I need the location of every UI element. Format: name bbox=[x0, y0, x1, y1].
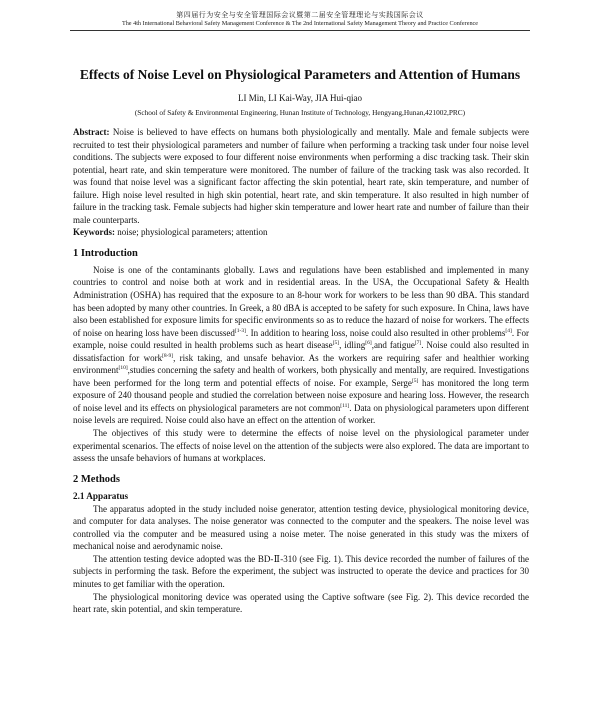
citation: [4] bbox=[505, 327, 512, 334]
paper-title: Effects of Noise Level on Physiological Parameters and Attention of Humans bbox=[79, 67, 521, 82]
citation: [11] bbox=[340, 402, 350, 409]
citation: [10] bbox=[118, 365, 128, 372]
section-heading-introduction: 1 Introduction bbox=[73, 247, 138, 259]
paper-authors: LI Min, LI Kai-Way, JIA Hui-qiao bbox=[238, 93, 362, 103]
paper-body bbox=[73, 126, 529, 616]
citation: [8-9] bbox=[162, 352, 174, 359]
intro-text: ,and fatigue bbox=[371, 340, 415, 351]
methods-paragraph-1: The apparatus adopted in the study included noise generator, attention testing device, physiological monitoring device, and computer for data analyses. The noise generator was connected to the computer and the speakers. The noise level was controlled via the computer and be measured using a noise meter. The noise generated in this study was the mixers of mechanical noise and aerodynamic noise. bbox=[73, 503, 529, 552]
intro-paragraph-1 bbox=[73, 264, 529, 427]
conference-header-chinese: 第四届行为安全与安全管理国际会议暨第二届安全管理理论与实践国际会议 bbox=[176, 11, 424, 19]
intro-text: . Data on physiological parameters upon different noise levels are required. Noise could also have an effect on the attention of worker. bbox=[73, 402, 529, 426]
intro-text: ,studies concerning the safety and health of workers, both physically and mentally, are required. Investigations have been performed for the long term and potential effects of noise. For example, Serge bbox=[73, 365, 529, 388]
citation: [5] bbox=[332, 340, 340, 347]
keywords bbox=[73, 226, 529, 239]
intro-text: has monitored the long term exposure of 240 thousand people and studied the correlation between noise exposure and hearing loss. However, the research of noise level and its effects on physiological parameters are not common bbox=[73, 377, 530, 413]
keywords-label: Keywords: bbox=[73, 227, 115, 238]
citation: [6] bbox=[365, 340, 372, 347]
intro-text: . For example, noise could resulted in health problems such as heart disease bbox=[73, 327, 529, 351]
intro-text: Noise is one of the contaminants globally. Laws and regulations have been established and implemented in many countries to control and noise both at work and in residential areas. In the USA, the Occupational Safety & Health Administration (OSHA) has required that the exposure to an 8-hour work for workers to be less than 90 dBA. This standard has been adopted by many other countries. In Greek, a 80 dBA is accepted to be safety for such exposure. In China, laws have also been established for exposure limits for specific environments so as to reduce the hazard of noise for workers. The effects of noise on hearing loss have been discussed bbox=[73, 264, 529, 338]
intro-text: , idling bbox=[339, 340, 366, 351]
methods-paragraph-3: The physiological monitoring device was operated using the Captive software (see Fig. 2). This device recorded the heart rate, skin potential, and skin temperature. bbox=[73, 591, 529, 615]
header-divider bbox=[70, 30, 530, 31]
intro-text: . Noise could also resulted in dissatisfaction for work bbox=[73, 340, 529, 363]
conference-header-english: The 4th International Behavioral Safety Management Conference & The 2nd International Safety Management Theory and Practice Conference bbox=[121, 20, 479, 27]
intro-text: . In addition to hearing loss, noise could also resulted in other problems bbox=[245, 327, 506, 338]
citation: [1-3] bbox=[234, 327, 246, 334]
abstract-text: Noise is believed to have effects on humans both physiologically and mentally. Male and female subjects were recruited to test their physiological parameters and number of failure when performing a tracking task under four noise level conditions. The subjects were exposed to four different noise environments when performing a disc tracking task. Their skin potential, heart rate, and skin temperature were monitored. The number of failure of the tracking task was also recorded. It was found that noise level was a significant factor affecting the skin potential, heart rate, skin temperature, and number of failure. High noise level resulted in high skin potential, heart rate, and skin temperature. It also resulted in high number of failure in the tracking task. Female subjects had higher skin temperature and lower heart rate and number of failure than their male counterparts. bbox=[73, 127, 529, 225]
subsection-heading-apparatus: 2.1 Apparatus bbox=[73, 490, 129, 501]
methods-paragraph-2: The attention testing device adopted was the BD-Ⅱ-310 (see Fig. 1). This device recorded the number of failures of the subjects in performing the task. Before the experiment, the subject was instructed to operate the device and practices for 30 minutes to get familiar with the operation. bbox=[73, 553, 529, 589]
abstract bbox=[73, 126, 529, 226]
citation: [7] bbox=[414, 340, 422, 347]
paper-affiliation: (School of Safety & Environmental Engineering, Hunan Institute of Technology, Hengyang,Hunan,421002,PRC) bbox=[134, 108, 466, 117]
keywords-text: noise; physiological parameters; attention bbox=[117, 227, 268, 238]
abstract-label: Abstract: bbox=[73, 127, 110, 137]
section-heading-methods: 2 Methods bbox=[73, 473, 120, 485]
intro-text: , risk taking, and unsafe behavior. As the workers are requiring safer and healthier working environment bbox=[73, 352, 529, 376]
citation: [5] bbox=[411, 377, 419, 384]
intro-paragraph-2: The objectives of this study were to determine the effects of noise level on the physiological parameter under experimental scenarios. The effects of noise level on the attention of the subjects were also explored. The data are important to assess the unsafe behaviors of humans at workplaces. bbox=[73, 428, 529, 464]
